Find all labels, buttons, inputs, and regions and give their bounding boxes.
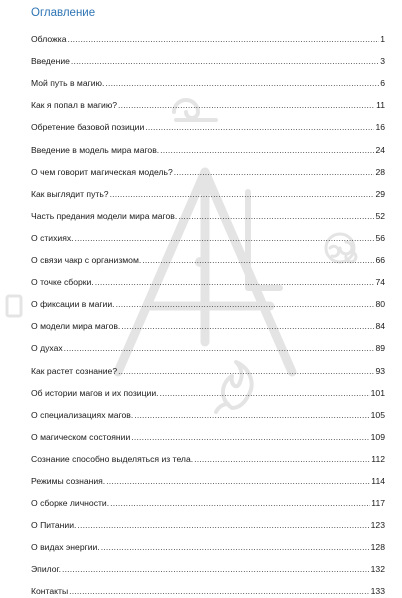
toc-entry[interactable] (31, 201, 385, 223)
toc-entry-label[interactable]: О специализациях магов. (31, 409, 134, 420)
toc-entry[interactable] (31, 378, 385, 400)
toc-entry-page-number[interactable]: 52 (375, 210, 385, 221)
toc-entry-label[interactable]: О точке сборки. (31, 277, 94, 288)
toc-entry-label[interactable]: Введение (31, 56, 70, 67)
toc-dot-leader (69, 586, 370, 598)
toc-entry-page-number[interactable]: 74 (375, 277, 385, 288)
toc-entry-label[interactable]: Эпилог. (31, 564, 61, 575)
toc-entry-page-number[interactable]: 84 (375, 321, 385, 332)
toc-entry-label[interactable]: Как растет сознание? (31, 365, 118, 376)
toc-entry[interactable] (31, 46, 385, 68)
toc-entry-page-number[interactable]: 109 (370, 431, 385, 442)
toc-dot-leader (160, 145, 374, 157)
toc-entry-label[interactable]: О модели мира магов. (31, 321, 121, 332)
square-earth-icon (7, 296, 21, 316)
toc-entry[interactable] (31, 112, 385, 134)
toc-entry-label[interactable]: О Питании. (31, 520, 77, 531)
toc-entry-label[interactable]: Обложка (31, 34, 67, 45)
toc-entry[interactable] (31, 267, 385, 289)
toc-title: Оглавление (31, 7, 96, 19)
toc-entry-page-number[interactable]: 1 (380, 34, 385, 45)
toc-entry-page-number[interactable]: 89 (375, 343, 385, 354)
toc-entry[interactable] (31, 157, 385, 179)
toc-entry-page-number[interactable]: 105 (370, 409, 385, 420)
toc-entry-page-number[interactable]: 28 (375, 166, 385, 177)
toc-entry-label[interactable]: Об истории магов и их позиции. (31, 387, 159, 398)
toc-dot-leader (145, 122, 374, 134)
toc-entry[interactable] (31, 400, 385, 422)
toc-entry[interactable] (31, 488, 385, 510)
toc-dot-leader (194, 454, 370, 466)
toc-entry[interactable] (31, 24, 385, 46)
toc-entry[interactable] (31, 333, 385, 355)
toc-entry[interactable] (31, 134, 385, 156)
toc-dot-leader (64, 343, 375, 355)
toc-entry[interactable] (31, 554, 385, 576)
toc-entry-label[interactable]: О магическом состоянии (31, 431, 131, 442)
toc-dot-leader (71, 56, 379, 68)
toc-dot-leader (62, 564, 370, 576)
toc-dot-leader (116, 299, 375, 311)
toc-entry-page-number[interactable]: 114 (371, 475, 385, 486)
toc-entry-page-number[interactable]: 101 (370, 387, 385, 398)
toc-entry-page-number[interactable]: 6 (380, 78, 385, 89)
toc-entry[interactable] (31, 466, 385, 488)
toc-entry-label[interactable]: Обретение базовой позиции (31, 122, 145, 133)
toc-entry-page-number[interactable]: 93 (375, 365, 385, 376)
toc-entry-page-number[interactable]: 117 (371, 498, 385, 509)
toc-entry-label[interactable]: О видах энергии. (31, 542, 100, 553)
toc-entry-label[interactable]: О стихиях. (31, 232, 74, 243)
toc-entry-label[interactable]: О сборке личности. (31, 498, 110, 509)
toc-entry[interactable] (31, 422, 385, 444)
toc-entry-label[interactable]: Контакты (31, 586, 69, 597)
toc-entry[interactable] (31, 68, 385, 90)
toc-entry[interactable] (31, 90, 385, 112)
toc-entry-page-number[interactable]: 11 (376, 100, 385, 111)
toc-dot-leader (160, 388, 370, 400)
toc-entry-label[interactable]: Сознание способно выделяться из тела. (31, 453, 194, 464)
toc-dot-leader (178, 211, 374, 223)
toc-entry-label[interactable]: Как выглядит путь? (31, 188, 109, 199)
toc-dot-leader (174, 167, 375, 179)
toc-entry-label[interactable]: О чем говорит магическая модель? (31, 166, 173, 177)
toc-dot-leader (121, 321, 374, 333)
toc-entry-page-number[interactable]: 56 (375, 232, 385, 243)
toc-entry[interactable] (31, 532, 385, 554)
toc-dot-leader (101, 542, 370, 554)
toc-dot-leader (118, 100, 375, 112)
toc-dot-leader (95, 277, 375, 289)
toc-entry-page-number[interactable]: 133 (370, 586, 385, 597)
toc-entry-page-number[interactable]: 128 (370, 542, 385, 553)
toc-entry-label[interactable]: О духах (31, 343, 63, 354)
toc-entry-page-number[interactable]: 123 (370, 520, 385, 531)
toc-list (31, 24, 385, 598)
toc-dot-leader (75, 233, 375, 245)
toc-dot-leader (105, 78, 379, 90)
toc-entry[interactable] (31, 289, 385, 311)
toc-entry[interactable] (31, 355, 385, 377)
toc-dot-leader (134, 410, 369, 422)
toc-entry-page-number[interactable]: 16 (375, 122, 385, 133)
toc-entry[interactable] (31, 510, 385, 532)
toc-entry-page-number[interactable]: 24 (375, 144, 385, 155)
toc-dot-leader (110, 498, 370, 510)
toc-entry[interactable] (31, 179, 385, 201)
toc-entry-label[interactable]: О фиксации в магии. (31, 299, 115, 310)
toc-entry-page-number[interactable]: 80 (375, 299, 385, 310)
toc-entry-label[interactable]: Мой путь в магию. (31, 78, 105, 89)
toc-entry[interactable] (31, 576, 385, 598)
toc-dot-leader (142, 255, 374, 267)
toc-entry-label[interactable]: О связи чакр с организмом. (31, 255, 142, 266)
toc-entry-page-number[interactable]: 29 (375, 188, 385, 199)
toc-dot-leader (68, 34, 380, 46)
toc-entry-page-number[interactable]: 3 (380, 56, 385, 67)
toc-dot-leader (118, 366, 374, 378)
toc-dot-leader (77, 520, 369, 532)
toc-entry[interactable] (31, 245, 385, 267)
toc-dot-leader (131, 432, 369, 444)
toc-entry-label[interactable]: Режимы сознания. (31, 475, 106, 486)
toc-entry-page-number[interactable]: 112 (371, 453, 385, 464)
toc-entry[interactable] (31, 311, 385, 333)
toc-entry-page-number[interactable]: 132 (370, 564, 385, 575)
toc-entry-label[interactable]: Как я попал в магию? (31, 100, 118, 111)
toc-entry-label[interactable]: Введение в модель мира магов. (31, 144, 160, 155)
toc-entry[interactable] (31, 223, 385, 245)
toc-entry-label[interactable]: Часть предания модели мира магов. (31, 210, 178, 221)
toc-dot-leader (106, 476, 370, 488)
toc-entry-page-number[interactable]: 66 (375, 255, 385, 266)
toc-entry[interactable] (31, 444, 385, 466)
toc-dot-leader (110, 189, 375, 201)
